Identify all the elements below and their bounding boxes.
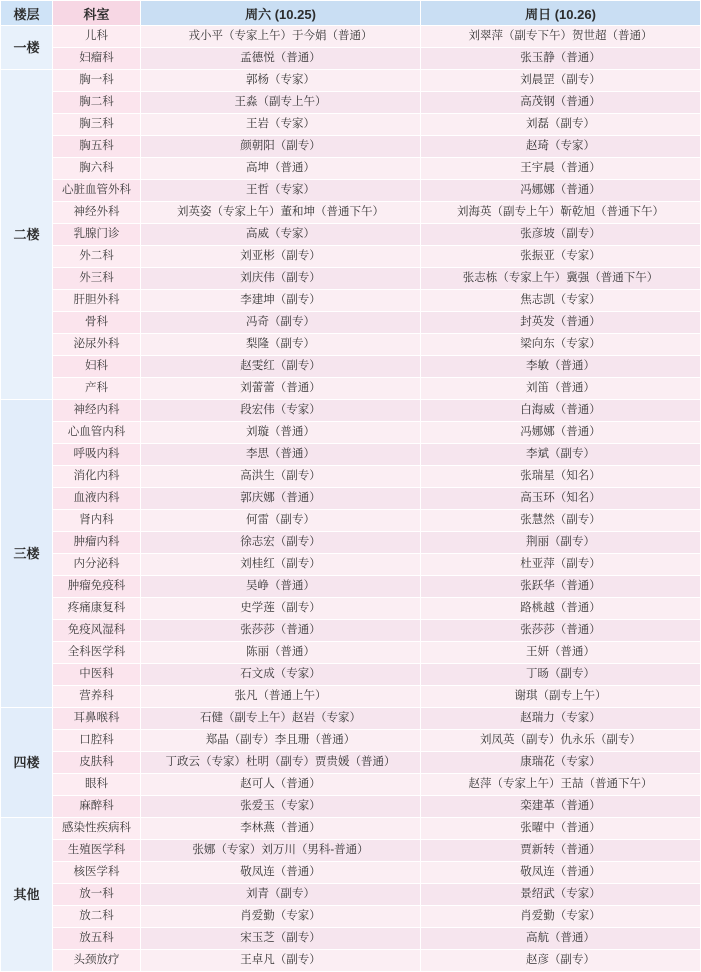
department-name: 肝胆外科 <box>53 290 141 312</box>
sunday-doctors: 杜亚萍（副专） <box>421 554 701 576</box>
saturday-doctors: 梨隆（副专） <box>141 334 421 356</box>
sunday-doctors: 冯娜娜（普通） <box>421 422 701 444</box>
department-name: 肿瘤内科 <box>53 532 141 554</box>
table-header <box>1 1 701 26</box>
sunday-doctors: 张振亚（专家） <box>421 246 701 268</box>
department-name: 神经外科 <box>53 202 141 224</box>
sunday-doctors: 张志栋（专家上午）冀强（普通下午） <box>421 268 701 290</box>
column-header-floor: 楼层 <box>1 1 53 26</box>
saturday-doctors: 何雷（副专） <box>141 510 421 532</box>
sunday-doctors: 荆丽（副专） <box>421 532 701 554</box>
saturday-doctors: 张娜（专家）刘万川（男科-普通） <box>141 840 421 862</box>
sunday-doctors: 刘凤英（副专）仇永乐（副专） <box>421 730 701 752</box>
saturday-doctors: 王淼（副专上午） <box>141 92 421 114</box>
sunday-doctors: 张瑞星（知名） <box>421 466 701 488</box>
table-row <box>1 26 701 48</box>
table-row <box>1 312 701 334</box>
department-name: 中医科 <box>53 664 141 686</box>
table-row <box>1 664 701 686</box>
department-name: 放二科 <box>53 906 141 928</box>
sunday-doctors: 刘晨罡（副专） <box>421 70 701 92</box>
department-name: 麻醉科 <box>53 796 141 818</box>
table-row <box>1 862 701 884</box>
saturday-doctors: 郑晶（副专）李且珊（普通） <box>141 730 421 752</box>
saturday-doctors: 郭杨（专家） <box>141 70 421 92</box>
saturday-doctors: 郭庆娜（普通） <box>141 488 421 510</box>
table-row <box>1 356 701 378</box>
floor-label: 三楼 <box>1 400 53 708</box>
saturday-doctors: 张爱玉（专家） <box>141 796 421 818</box>
saturday-doctors: 史学莲（副专） <box>141 598 421 620</box>
saturday-doctors: 刘桂红（副专） <box>141 554 421 576</box>
floor-label: 四楼 <box>1 708 53 818</box>
department-name: 胸一科 <box>53 70 141 92</box>
table-row <box>1 444 701 466</box>
department-name: 免疫风湿科 <box>53 620 141 642</box>
saturday-doctors: 张凡（普通上午） <box>141 686 421 708</box>
sunday-doctors: 康瑞花（专家） <box>421 752 701 774</box>
saturday-doctors: 王卓凡（副专） <box>141 950 421 972</box>
sunday-doctors: 李斌（副专） <box>421 444 701 466</box>
department-name: 疼痛康复科 <box>53 598 141 620</box>
sunday-doctors: 封英发（普通） <box>421 312 701 334</box>
saturday-doctors: 丁政云（专家）杜明（副专）贾贵媛（普通） <box>141 752 421 774</box>
sunday-doctors: 李敏（普通） <box>421 356 701 378</box>
department-name: 放一科 <box>53 884 141 906</box>
department-name: 妇科 <box>53 356 141 378</box>
table-row <box>1 840 701 862</box>
sunday-doctors: 张莎莎（普通） <box>421 620 701 642</box>
saturday-doctors: 徐志宏（副专） <box>141 532 421 554</box>
table-row <box>1 422 701 444</box>
sunday-doctors: 王宇晨（普通） <box>421 158 701 180</box>
table-row <box>1 224 701 246</box>
department-name: 口腔科 <box>53 730 141 752</box>
sunday-doctors: 赵琦（专家） <box>421 136 701 158</box>
header-row <box>1 1 701 26</box>
saturday-doctors: 刘庆伟（副专） <box>141 268 421 290</box>
department-name: 耳鼻喉科 <box>53 708 141 730</box>
sunday-doctors: 谢琪（副专上午） <box>421 686 701 708</box>
department-name: 泌尿外科 <box>53 334 141 356</box>
sunday-doctors: 张慧然（副专） <box>421 510 701 532</box>
saturday-doctors: 刘英姿（专家上午）董和坤（普通下午） <box>141 202 421 224</box>
saturday-doctors: 高威（专家） <box>141 224 421 246</box>
saturday-doctors: 吴峥（普通） <box>141 576 421 598</box>
table-row <box>1 180 701 202</box>
table-row <box>1 334 701 356</box>
table-row <box>1 774 701 796</box>
table-row <box>1 466 701 488</box>
department-name: 外三科 <box>53 268 141 290</box>
department-name: 消化内科 <box>53 466 141 488</box>
table-row <box>1 686 701 708</box>
saturday-doctors: 张莎莎（普通） <box>141 620 421 642</box>
sunday-doctors: 张玉静（普通） <box>421 48 701 70</box>
sunday-doctors: 丁旸（副专） <box>421 664 701 686</box>
table-row <box>1 92 701 114</box>
table-row <box>1 884 701 906</box>
floor-label: 一楼 <box>1 26 53 70</box>
saturday-doctors: 宋玉芝（副专） <box>141 928 421 950</box>
sunday-doctors: 栾建革（普通） <box>421 796 701 818</box>
table-row <box>1 752 701 774</box>
sunday-doctors: 张彦坡（副专） <box>421 224 701 246</box>
table-row <box>1 400 701 422</box>
saturday-doctors: 陈丽（普通） <box>141 642 421 664</box>
table-row <box>1 202 701 224</box>
saturday-doctors: 高洪生（副专） <box>141 466 421 488</box>
table-row <box>1 620 701 642</box>
department-name: 营养科 <box>53 686 141 708</box>
table-row <box>1 818 701 840</box>
table-row <box>1 378 701 400</box>
saturday-doctors: 刘青（副专） <box>141 884 421 906</box>
department-name: 骨科 <box>53 312 141 334</box>
table-row <box>1 576 701 598</box>
sunday-doctors: 刘翠萍（副专下午）贺世超（普通） <box>421 26 701 48</box>
saturday-doctors: 敬凤连（普通） <box>141 862 421 884</box>
sunday-doctors: 梁向东（专家） <box>421 334 701 356</box>
sunday-doctors: 刘海英（副专上午）靳乾旭（普通下午） <box>421 202 701 224</box>
table-row <box>1 598 701 620</box>
table-row <box>1 906 701 928</box>
saturday-doctors: 肖爱勤（专家） <box>141 906 421 928</box>
department-name: 胸六科 <box>53 158 141 180</box>
sunday-doctors: 白海威（普通） <box>421 400 701 422</box>
saturday-doctors: 石健（副专上午）赵岩（专家） <box>141 708 421 730</box>
table-row <box>1 796 701 818</box>
table-row <box>1 268 701 290</box>
sunday-doctors: 高玉环（知名） <box>421 488 701 510</box>
saturday-doctors: 李林燕（普通） <box>141 818 421 840</box>
saturday-doctors: 王哲（专家） <box>141 180 421 202</box>
floor-label: 二楼 <box>1 70 53 400</box>
table-row <box>1 950 701 972</box>
sunday-doctors: 敬凤连（普通） <box>421 862 701 884</box>
department-name: 胸五科 <box>53 136 141 158</box>
table-row <box>1 114 701 136</box>
department-name: 核医学科 <box>53 862 141 884</box>
column-header-sunday: 周日 (10.26) <box>421 1 701 26</box>
sunday-doctors: 路桃越（普通） <box>421 598 701 620</box>
saturday-doctors: 冯奇（副专） <box>141 312 421 334</box>
table-row <box>1 488 701 510</box>
department-name: 儿科 <box>53 26 141 48</box>
table-row <box>1 708 701 730</box>
department-name: 肿瘤免疫科 <box>53 576 141 598</box>
saturday-doctors: 刘亚彬（副专） <box>141 246 421 268</box>
sunday-doctors: 景绍武（专家） <box>421 884 701 906</box>
sunday-doctors: 张跃华（普通） <box>421 576 701 598</box>
department-name: 感染性疾病科 <box>53 818 141 840</box>
saturday-doctors: 王岩（专家） <box>141 114 421 136</box>
sunday-doctors: 张曜中（普通） <box>421 818 701 840</box>
table-row <box>1 642 701 664</box>
department-name: 呼吸内科 <box>53 444 141 466</box>
table-row <box>1 158 701 180</box>
sunday-doctors: 焦志凯（专家） <box>421 290 701 312</box>
column-header-saturday: 周六 (10.25) <box>141 1 421 26</box>
sunday-doctors: 赵瑞力（专家） <box>421 708 701 730</box>
department-name: 生殖医学科 <box>53 840 141 862</box>
table-row <box>1 532 701 554</box>
table-row <box>1 48 701 70</box>
saturday-doctors: 高坤（普通） <box>141 158 421 180</box>
saturday-doctors: 孟德悦（普通） <box>141 48 421 70</box>
sunday-doctors: 王妍（普通） <box>421 642 701 664</box>
department-name: 眼科 <box>53 774 141 796</box>
table-row <box>1 554 701 576</box>
department-name: 全科医学科 <box>53 642 141 664</box>
department-name: 心脏血管外科 <box>53 180 141 202</box>
floor-label: 其他 <box>1 818 53 972</box>
department-name: 胸二科 <box>53 92 141 114</box>
table-row <box>1 510 701 532</box>
sunday-doctors: 赵彦（副专） <box>421 950 701 972</box>
sunday-doctors: 高茂钢（普通） <box>421 92 701 114</box>
saturday-doctors: 赵雯红（副专） <box>141 356 421 378</box>
department-name: 内分泌科 <box>53 554 141 576</box>
saturday-doctors: 石文成（专家） <box>141 664 421 686</box>
saturday-doctors: 刘璇（普通） <box>141 422 421 444</box>
table-row <box>1 928 701 950</box>
table-row <box>1 730 701 752</box>
sunday-doctors: 刘笛（普通） <box>421 378 701 400</box>
table-row <box>1 136 701 158</box>
table-row <box>1 290 701 312</box>
saturday-doctors: 李建坤（副专） <box>141 290 421 312</box>
department-name: 神经内科 <box>53 400 141 422</box>
saturday-doctors: 李思（普通） <box>141 444 421 466</box>
sunday-doctors: 冯娜娜（普通） <box>421 180 701 202</box>
column-header-department: 科室 <box>53 1 141 26</box>
department-name: 皮肤科 <box>53 752 141 774</box>
department-name: 胸三科 <box>53 114 141 136</box>
saturday-doctors: 段宏伟（专家） <box>141 400 421 422</box>
department-name: 放五科 <box>53 928 141 950</box>
department-name: 肾内科 <box>53 510 141 532</box>
department-name: 产科 <box>53 378 141 400</box>
sunday-doctors: 贾新转（普通） <box>421 840 701 862</box>
department-name: 心血管内科 <box>53 422 141 444</box>
saturday-doctors: 赵可人（普通） <box>141 774 421 796</box>
sunday-doctors: 刘磊（副专） <box>421 114 701 136</box>
department-name: 外二科 <box>53 246 141 268</box>
department-name: 血液内科 <box>53 488 141 510</box>
saturday-doctors: 颜朝阳（副专） <box>141 136 421 158</box>
department-name: 妇瘤科 <box>53 48 141 70</box>
department-name: 乳腺门诊 <box>53 224 141 246</box>
table-row <box>1 246 701 268</box>
sunday-doctors: 高航（普通） <box>421 928 701 950</box>
saturday-doctors: 刘蕾蕾（普通） <box>141 378 421 400</box>
saturday-doctors: 戎小平（专家上午）于今娟（普通） <box>141 26 421 48</box>
table-row <box>1 70 701 92</box>
sunday-doctors: 赵萍（专家上午）王喆（普通下午） <box>421 774 701 796</box>
sunday-doctors: 肖爱勤（专家） <box>421 906 701 928</box>
table-body <box>1 26 701 972</box>
department-name: 头颈放疗 <box>53 950 141 972</box>
